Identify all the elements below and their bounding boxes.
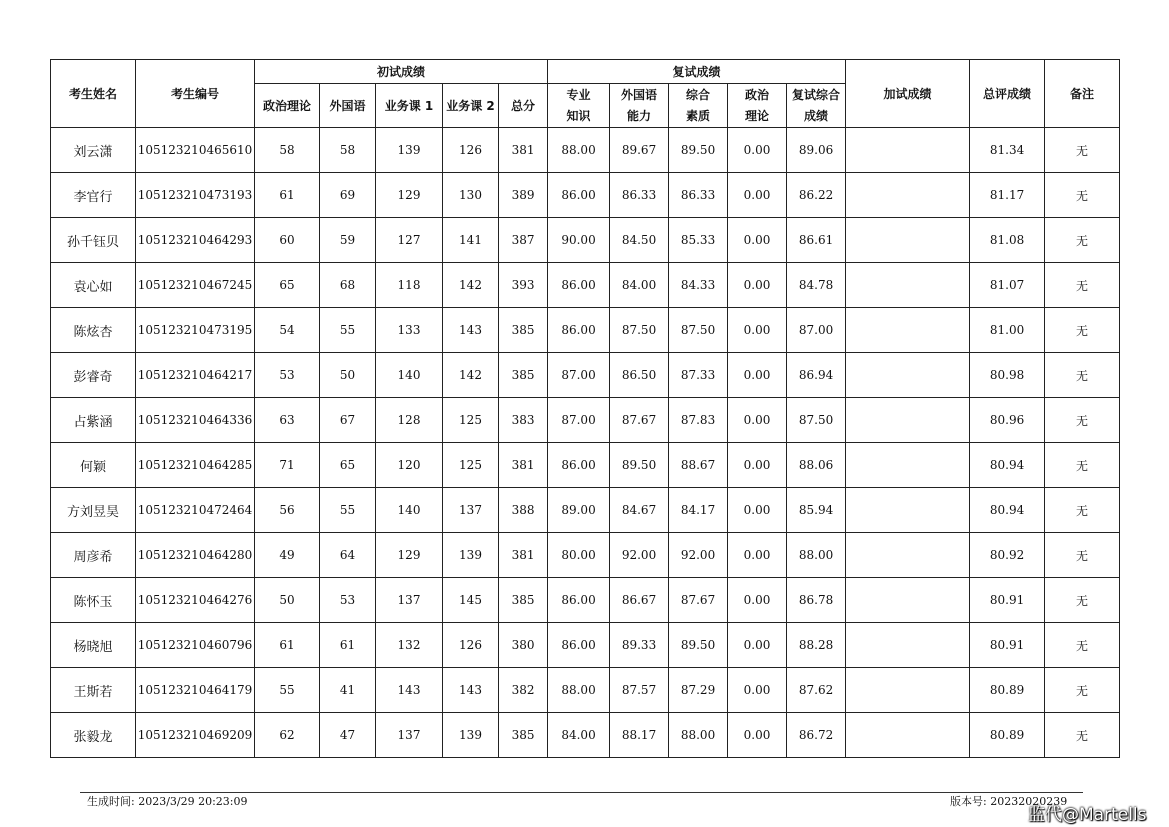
watermark: 监代@Martells (1028, 805, 1147, 825)
cell-total: 381 (499, 128, 548, 173)
header-name: 考生姓名 (51, 60, 136, 128)
header-initial-group: 初试成绩 (255, 60, 548, 84)
cell-name: 李官行 (51, 173, 136, 218)
cell-major: 86.00 (548, 578, 610, 623)
cell-foreign: 41 (320, 668, 376, 713)
cell-foreign: 59 (320, 218, 376, 263)
cell-quality: 87.29 (669, 668, 728, 713)
cell-total-eval: 80.91 (970, 578, 1045, 623)
cell-total-eval: 80.89 (970, 668, 1045, 713)
cell-name: 何颖 (51, 443, 136, 488)
cell-politics2: 0.00 (728, 263, 787, 308)
cell-major: 87.00 (548, 398, 610, 443)
cell-politics2: 0.00 (728, 173, 787, 218)
cell-major: 84.00 (548, 713, 610, 758)
cell-foreign: 67 (320, 398, 376, 443)
cell-total: 385 (499, 578, 548, 623)
cell-extra (846, 623, 970, 668)
header-total-eval: 总评成绩 (970, 60, 1045, 128)
cell-name: 占紫涵 (51, 398, 136, 443)
cell-lang: 87.50 (610, 308, 669, 353)
cell-course2: 143 (443, 308, 499, 353)
cell-retest-total: 88.06 (787, 443, 846, 488)
cell-major: 86.00 (548, 173, 610, 218)
cell-major: 88.00 (548, 128, 610, 173)
cell-politics2: 0.00 (728, 713, 787, 758)
cell-remark: 无 (1045, 353, 1120, 398)
cell-quality: 89.50 (669, 128, 728, 173)
cell-course2: 130 (443, 173, 499, 218)
cell-remark: 无 (1045, 578, 1120, 623)
cell-id: 105123210464293 (136, 218, 255, 263)
cell-lang: 84.67 (610, 488, 669, 533)
table-row (51, 488, 1120, 533)
cell-foreign: 64 (320, 533, 376, 578)
cell-major: 86.00 (548, 623, 610, 668)
cell-total-eval: 80.96 (970, 398, 1045, 443)
cell-extra (846, 353, 970, 398)
cell-quality: 92.00 (669, 533, 728, 578)
cell-politics2: 0.00 (728, 533, 787, 578)
cell-lang: 92.00 (610, 533, 669, 578)
cell-total-eval: 80.98 (970, 353, 1045, 398)
table-row (51, 263, 1120, 308)
cell-retest-total: 87.62 (787, 668, 846, 713)
cell-total: 388 (499, 488, 548, 533)
cell-course2: 125 (443, 398, 499, 443)
cell-quality: 87.83 (669, 398, 728, 443)
cell-total: 393 (499, 263, 548, 308)
cell-course1: 118 (376, 263, 443, 308)
cell-id: 105123210464336 (136, 398, 255, 443)
table-row (51, 578, 1120, 623)
cell-course2: 139 (443, 533, 499, 578)
header-politics2: 政治 理论 (728, 84, 787, 128)
cell-lang: 89.50 (610, 443, 669, 488)
cell-id: 105123210472464 (136, 488, 255, 533)
cell-id: 105123210464217 (136, 353, 255, 398)
cell-id: 105123210464285 (136, 443, 255, 488)
table-row (51, 128, 1120, 173)
table-row (51, 353, 1120, 398)
cell-politics2: 0.00 (728, 488, 787, 533)
header-quality: 综合 素质 (669, 84, 728, 128)
table-row (51, 173, 1120, 218)
cell-remark: 无 (1045, 623, 1120, 668)
cell-name: 袁心如 (51, 263, 136, 308)
cell-major: 86.00 (548, 263, 610, 308)
cell-foreign: 47 (320, 713, 376, 758)
cell-course1: 137 (376, 578, 443, 623)
cell-quality: 87.67 (669, 578, 728, 623)
table-row (51, 713, 1120, 758)
cell-foreign: 58 (320, 128, 376, 173)
cell-id: 105123210473195 (136, 308, 255, 353)
header-id: 考生编号 (136, 60, 255, 128)
cell-extra (846, 128, 970, 173)
cell-total: 385 (499, 713, 548, 758)
header-lang: 外国语 能力 (610, 84, 669, 128)
cell-retest-total: 85.94 (787, 488, 846, 533)
cell-politics: 53 (255, 353, 320, 398)
header-course1: 业务课 1 (376, 84, 443, 128)
cell-total-eval: 81.07 (970, 263, 1045, 308)
cell-quality: 84.33 (669, 263, 728, 308)
cell-quality: 86.33 (669, 173, 728, 218)
header-major: 专业 知识 (548, 84, 610, 128)
cell-lang: 89.67 (610, 128, 669, 173)
cell-remark: 无 (1045, 263, 1120, 308)
table-row (51, 218, 1120, 263)
cell-major: 89.00 (548, 488, 610, 533)
cell-name: 周彦希 (51, 533, 136, 578)
cell-name: 陈炫杏 (51, 308, 136, 353)
cell-politics2: 0.00 (728, 578, 787, 623)
cell-course1: 129 (376, 533, 443, 578)
cell-quality: 87.50 (669, 308, 728, 353)
table-row (51, 443, 1120, 488)
cell-total-eval: 80.94 (970, 443, 1045, 488)
cell-extra (846, 533, 970, 578)
cell-quality: 88.67 (669, 443, 728, 488)
cell-foreign: 65 (320, 443, 376, 488)
cell-total: 383 (499, 398, 548, 443)
cell-course2: 139 (443, 713, 499, 758)
header-remark: 备注 (1045, 60, 1120, 128)
cell-total-eval: 80.89 (970, 713, 1045, 758)
cell-politics2: 0.00 (728, 128, 787, 173)
cell-politics: 55 (255, 668, 320, 713)
cell-total-eval: 80.94 (970, 488, 1045, 533)
cell-total: 381 (499, 443, 548, 488)
cell-course2: 142 (443, 263, 499, 308)
cell-politics2: 0.00 (728, 668, 787, 713)
score-table (50, 59, 1120, 758)
cell-course1: 133 (376, 308, 443, 353)
cell-total-eval: 81.34 (970, 128, 1045, 173)
table-row (51, 623, 1120, 668)
cell-retest-total: 86.72 (787, 713, 846, 758)
cell-course1: 127 (376, 218, 443, 263)
cell-retest-total: 84.78 (787, 263, 846, 308)
cell-total-eval: 81.08 (970, 218, 1045, 263)
cell-total-eval: 80.92 (970, 533, 1045, 578)
header-course2: 业务课 2 (443, 84, 499, 128)
cell-name: 刘云潇 (51, 128, 136, 173)
header-politics: 政治理论 (255, 84, 320, 128)
cell-id: 105123210464179 (136, 668, 255, 713)
cell-retest-total: 86.61 (787, 218, 846, 263)
cell-extra (846, 308, 970, 353)
header-foreign: 外国语 (320, 84, 376, 128)
cell-total-eval: 81.00 (970, 308, 1045, 353)
cell-lang: 87.57 (610, 668, 669, 713)
cell-total: 387 (499, 218, 548, 263)
cell-remark: 无 (1045, 713, 1120, 758)
header-retest-group: 复试成绩 (548, 60, 846, 84)
cell-id: 105123210464280 (136, 533, 255, 578)
cell-course2: 125 (443, 443, 499, 488)
cell-extra (846, 668, 970, 713)
cell-extra (846, 398, 970, 443)
cell-lang: 88.17 (610, 713, 669, 758)
cell-major: 86.00 (548, 443, 610, 488)
cell-retest-total: 87.00 (787, 308, 846, 353)
cell-course1: 140 (376, 488, 443, 533)
header-retest-total: 复试综合 成绩 (787, 84, 846, 128)
cell-lang: 89.33 (610, 623, 669, 668)
cell-course1: 132 (376, 623, 443, 668)
cell-id: 105123210465610 (136, 128, 255, 173)
cell-course2: 143 (443, 668, 499, 713)
cell-quality: 88.00 (669, 713, 728, 758)
cell-course1: 140 (376, 353, 443, 398)
cell-total: 385 (499, 353, 548, 398)
cell-course2: 142 (443, 353, 499, 398)
cell-course2: 141 (443, 218, 499, 263)
cell-quality: 85.33 (669, 218, 728, 263)
cell-retest-total: 86.94 (787, 353, 846, 398)
cell-total: 382 (499, 668, 548, 713)
cell-lang: 87.67 (610, 398, 669, 443)
cell-quality: 84.17 (669, 488, 728, 533)
cell-politics: 56 (255, 488, 320, 533)
cell-retest-total: 88.00 (787, 533, 846, 578)
cell-name: 王斯若 (51, 668, 136, 713)
cell-name: 杨晓旭 (51, 623, 136, 668)
cell-foreign: 50 (320, 353, 376, 398)
cell-retest-total: 86.22 (787, 173, 846, 218)
cell-remark: 无 (1045, 128, 1120, 173)
cell-extra (846, 263, 970, 308)
cell-course2: 126 (443, 623, 499, 668)
table-row (51, 533, 1120, 578)
cell-total: 385 (499, 308, 548, 353)
table-row (51, 308, 1120, 353)
cell-extra (846, 173, 970, 218)
cell-retest-total: 88.28 (787, 623, 846, 668)
cell-extra (846, 443, 970, 488)
cell-major: 90.00 (548, 218, 610, 263)
cell-foreign: 61 (320, 623, 376, 668)
table-row (51, 668, 1120, 713)
cell-name: 孙千钰贝 (51, 218, 136, 263)
cell-foreign: 68 (320, 263, 376, 308)
cell-total: 380 (499, 623, 548, 668)
cell-politics2: 0.00 (728, 443, 787, 488)
cell-remark: 无 (1045, 173, 1120, 218)
cell-retest-total: 86.78 (787, 578, 846, 623)
cell-lang: 84.00 (610, 263, 669, 308)
cell-total-eval: 81.17 (970, 173, 1045, 218)
cell-quality: 87.33 (669, 353, 728, 398)
cell-politics: 49 (255, 533, 320, 578)
cell-remark: 无 (1045, 488, 1120, 533)
cell-remark: 无 (1045, 308, 1120, 353)
cell-course1: 120 (376, 443, 443, 488)
cell-id: 105123210467245 (136, 263, 255, 308)
cell-remark: 无 (1045, 668, 1120, 713)
cell-course2: 137 (443, 488, 499, 533)
cell-remark: 无 (1045, 443, 1120, 488)
cell-course1: 143 (376, 668, 443, 713)
cell-lang: 86.33 (610, 173, 669, 218)
cell-remark: 无 (1045, 533, 1120, 578)
cell-major: 86.00 (548, 308, 610, 353)
cell-politics: 63 (255, 398, 320, 443)
table-row (51, 398, 1120, 443)
cell-major: 87.00 (548, 353, 610, 398)
cell-politics2: 0.00 (728, 218, 787, 263)
cell-major: 80.00 (548, 533, 610, 578)
cell-extra (846, 578, 970, 623)
cell-extra (846, 218, 970, 263)
cell-extra (846, 713, 970, 758)
cell-politics2: 0.00 (728, 353, 787, 398)
cell-name: 张毅龙 (51, 713, 136, 758)
cell-politics: 60 (255, 218, 320, 263)
cell-politics: 62 (255, 713, 320, 758)
cell-lang: 86.50 (610, 353, 669, 398)
cell-foreign: 69 (320, 173, 376, 218)
cell-id: 105123210473193 (136, 173, 255, 218)
cell-extra (846, 488, 970, 533)
cell-name: 陈怀玉 (51, 578, 136, 623)
cell-name: 方刘昱昊 (51, 488, 136, 533)
cell-id: 105123210464276 (136, 578, 255, 623)
cell-total: 389 (499, 173, 548, 218)
cell-id: 105123210469209 (136, 713, 255, 758)
cell-foreign: 55 (320, 308, 376, 353)
cell-foreign: 55 (320, 488, 376, 533)
score-table-body (51, 128, 1120, 758)
cell-foreign: 53 (320, 578, 376, 623)
cell-course2: 145 (443, 578, 499, 623)
cell-lang: 84.50 (610, 218, 669, 263)
cell-id: 105123210460796 (136, 623, 255, 668)
cell-politics2: 0.00 (728, 398, 787, 443)
generated-time: 生成时间: 2023/3/29 20:23:09 (87, 795, 248, 808)
version-number: 版本号: 20232020239 (950, 795, 1068, 808)
cell-total-eval: 80.91 (970, 623, 1045, 668)
cell-politics: 54 (255, 308, 320, 353)
cell-remark: 无 (1045, 398, 1120, 443)
cell-retest-total: 87.50 (787, 398, 846, 443)
cell-course1: 129 (376, 173, 443, 218)
cell-course1: 137 (376, 713, 443, 758)
cell-name: 彭睿奇 (51, 353, 136, 398)
cell-politics2: 0.00 (728, 308, 787, 353)
header-extra: 加试成绩 (846, 60, 970, 128)
cell-politics: 71 (255, 443, 320, 488)
cell-major: 88.00 (548, 668, 610, 713)
cell-total: 381 (499, 533, 548, 578)
cell-politics: 65 (255, 263, 320, 308)
cell-course2: 126 (443, 128, 499, 173)
cell-politics: 58 (255, 128, 320, 173)
cell-course1: 139 (376, 128, 443, 173)
header-total: 总分 (499, 84, 548, 128)
cell-lang: 86.67 (610, 578, 669, 623)
cell-quality: 89.50 (669, 623, 728, 668)
cell-politics: 50 (255, 578, 320, 623)
cell-course1: 128 (376, 398, 443, 443)
cell-remark: 无 (1045, 218, 1120, 263)
cell-politics: 61 (255, 173, 320, 218)
cell-politics2: 0.00 (728, 623, 787, 668)
cell-politics: 61 (255, 623, 320, 668)
cell-retest-total: 89.06 (787, 128, 846, 173)
